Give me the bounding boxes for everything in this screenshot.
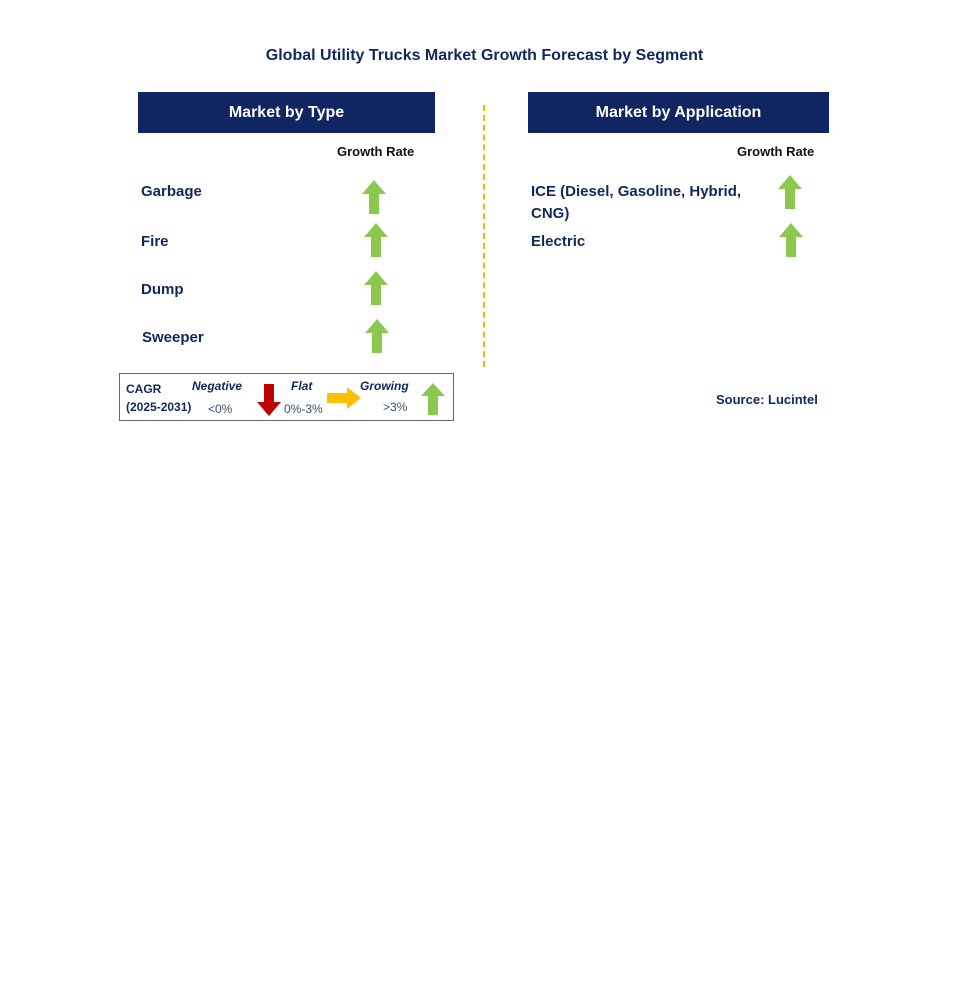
application-row-electric-label: Electric — [531, 233, 586, 250]
legend-flat-range: 0%-3% — [284, 402, 323, 416]
application-panel-header: Market by Application — [528, 92, 829, 133]
down-arrow-icon — [257, 384, 281, 416]
type-row-sweeper-label: Sweeper — [142, 329, 204, 346]
cagr-legend — [119, 373, 454, 421]
legend-growing-range: >3% — [383, 400, 408, 414]
type-growth-rate-label: Growth Rate — [337, 144, 415, 159]
up-arrow-icon — [421, 383, 445, 415]
application-growth-rate-label: Growth Rate — [737, 144, 815, 159]
up-arrow-icon — [364, 223, 388, 257]
up-arrow-icon — [364, 271, 388, 305]
page-title: Global Utility Trucks Market Growth Forecast by Segment — [265, 47, 704, 64]
legend-cagr-label: CAGR — [126, 382, 162, 396]
type-row-dump-label: Dump — [141, 281, 184, 298]
legend-negative-label: Negative — [192, 379, 243, 393]
legend-flat-label: Flat — [291, 379, 313, 393]
type-panel-header: Market by Type — [138, 92, 435, 133]
type-row-garbage-label: Garbage — [141, 183, 202, 200]
application-row-ice-label: ICE (Diesel, Gasoline, Hybrid, CNG) — [531, 183, 742, 222]
up-arrow-icon — [365, 319, 389, 353]
legend-negative-range: <0% — [208, 402, 233, 416]
source-label: Source: Lucintel — [716, 392, 818, 407]
right-arrow-icon — [327, 387, 361, 409]
up-arrow-icon — [778, 175, 802, 209]
panel-divider — [483, 105, 485, 367]
type-row-fire-label: Fire — [141, 233, 169, 250]
legend-period-label: (2025-2031) — [126, 400, 192, 414]
up-arrow-icon — [779, 223, 803, 257]
legend-growing-label: Growing — [360, 379, 409, 393]
up-arrow-icon — [362, 180, 386, 214]
